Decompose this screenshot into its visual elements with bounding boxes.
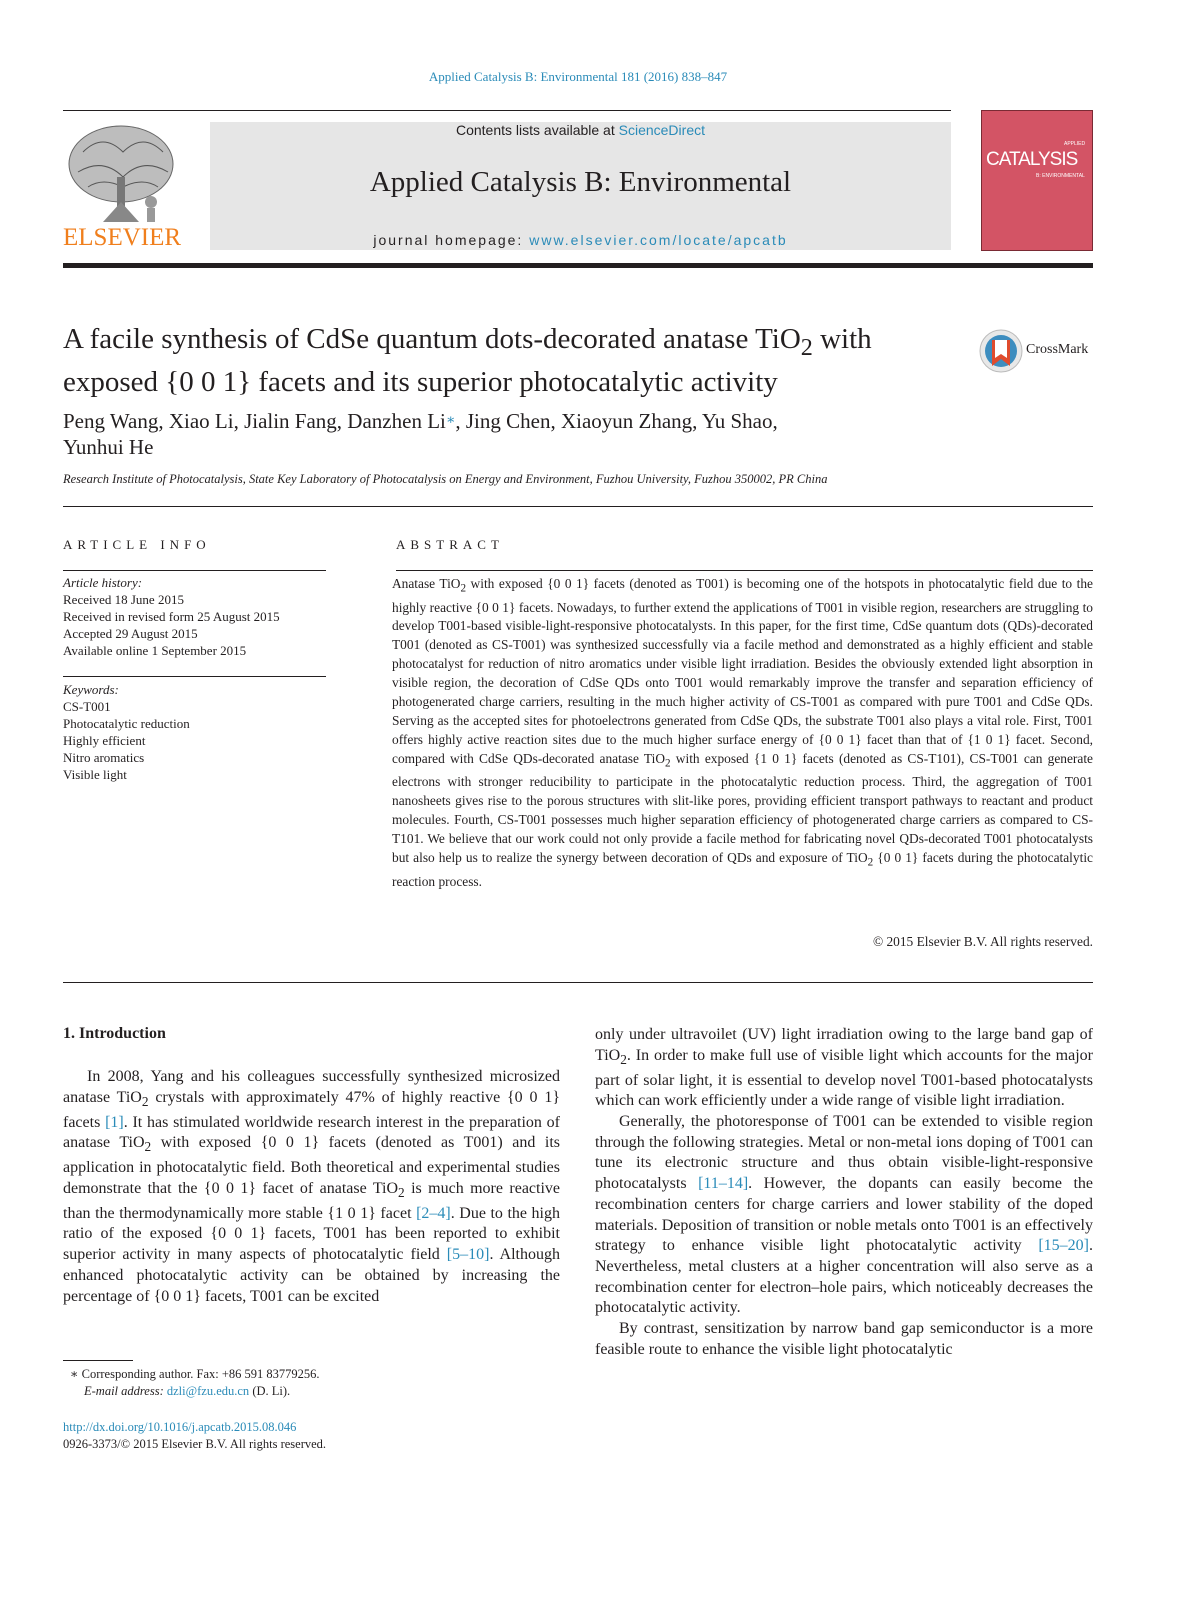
contents-prefix: Contents lists available at [455, 122, 619, 138]
title-line-2: exposed {0 0 1} facets and its superior photocatalytic activity [63, 365, 778, 398]
elsevier-logo [63, 122, 183, 252]
abstract-subscript: 2 [460, 582, 467, 595]
text-run: . Although enhanced photocatalytic activity can be obtained by increasing the percentage of {0 0 1} facets, T001 can be excited [63, 1246, 561, 1305]
reference-link[interactable]: [11–14] [698, 1175, 749, 1193]
keywords-rule [63, 676, 326, 677]
cover-title: CATALYSIS [986, 149, 1078, 170]
journal-citation: Applied Catalysis B: Environmental 181 (2016) 838–847 [428, 69, 728, 84]
keyword: CS-T001 [63, 699, 111, 714]
cover-subtitle: B: ENVIRONMENTAL [1036, 173, 1085, 179]
homepage-prefix: journal homepage: [373, 232, 530, 248]
reference-link[interactable]: [2–4] [416, 1204, 451, 1222]
doi-link[interactable]: http://dx.doi.org/10.1016/j.apcatb.2015.08.046 [63, 1420, 297, 1434]
text-run: only under ultravoilet (UV) light irradiation owing to the large band gap of TiO [595, 1026, 1093, 1064]
title-part: A facile synthesis of CdSe quantum dots-decorated anatase TiO [63, 323, 801, 355]
article-info-heading: ARTICLE INFO [63, 537, 211, 552]
homepage-line [210, 232, 951, 248]
corresponding-author-marker[interactable]: ∗ [445, 413, 456, 428]
keywords-label: Keywords: [63, 682, 119, 697]
article-history [63, 574, 333, 659]
text-run: crystals with approximately 47% of highly reactive {0 0 1} facets [63, 1088, 561, 1131]
section-rule [63, 506, 1093, 507]
reference-link[interactable]: [5–10] [446, 1246, 490, 1264]
doi-block [63, 1419, 563, 1453]
footnote-rule [63, 1360, 133, 1361]
keyword: Highly efficient [63, 733, 146, 748]
abstract-subscript: 2 [867, 856, 874, 869]
email-label: E-mail address: [84, 1384, 167, 1398]
elsevier-wordmark: ELSEVIER [63, 224, 182, 251]
sciencedirect-link[interactable]: ScienceDirect [618, 122, 705, 138]
elsevier-tree-icon [63, 122, 183, 227]
header-rule [63, 110, 951, 111]
history-item: Received in revised form 25 August 2015 [63, 609, 280, 624]
header-thick-rule [63, 263, 1093, 268]
subscript: 2 [398, 1185, 405, 1201]
article-info-rule [63, 570, 326, 571]
abstract-part: {0 0 1} facets during the photocatalytic reaction process. [392, 850, 1093, 889]
author-list [63, 408, 943, 460]
crossmark-icon [978, 328, 1024, 374]
abstract-rule [396, 570, 1093, 571]
reference-link[interactable]: [1] [105, 1113, 124, 1131]
subscript: 2 [620, 1051, 627, 1067]
keyword: Visible light [63, 767, 127, 782]
affiliation: Research Institute of Photocatalysis, State Key Laboratory of Photocatalysis on Energy and Environment, Fuzhou University, Fuzhou 350002, PR China [63, 472, 828, 486]
text-run: . In order to make full use of visible light which accounts for the major part of solar light, it is essential to develop novel T001-based photocatalysts which can work efficiently under a wide range of visible light irradiation. [595, 1046, 1093, 1110]
email-suffix: (D. Li). [249, 1384, 291, 1398]
text-run: with exposed {0 0 1} facets (denoted as T001) and its application in photocatalytic field. Both theoretical and experimental studies demonstrate that the {0 0 1} facet of anatase TiO [63, 1134, 561, 1197]
text-run: is much more reactive than the thermodynamically more stable {1 0 1} facet [63, 1179, 561, 1222]
email-line [70, 1383, 570, 1400]
abstract-copyright: © 2015 Elsevier B.V. All rights reserved. [872, 934, 1093, 949]
authors-line-2: Yunhui He [63, 435, 154, 459]
text-run: By contrast, sensitization by narrow band gap semiconductor is a more feasible route to enhance the visible light photocatalytic [595, 1320, 1093, 1358]
paragraph [595, 1112, 1093, 1319]
history-item: Accepted 29 August 2015 [63, 626, 198, 641]
contents-line [210, 122, 951, 138]
authors-part: Peng Wang, Xiao Li, Jialin Fang, Danzhen Li [63, 409, 446, 433]
keywords-block [63, 681, 333, 783]
text-run: . Nevertheless, metal clusters at a higher concentration will also serve as a recombination center for electron–hole pairs, which noticeably decreases the photocatalytic activity. [595, 1237, 1093, 1317]
body-column-left [63, 1067, 560, 1307]
abstract-part: with exposed {1 0 1} facets (denoted as CS-T101), CS-T001 can generate electrons with stronger reducibility to participate in the photocatalytic reduction process. Third, the aggregation of T001 nanosheets gives rise to the porous structures with slit-like pores, providing efficient transport pathways to reactant and product molecules. Fourth, CS-T001 possesses much higher separation efficiency of photogenerated charge carriers as compared to CS-T101. We believe that our work could not only provide a facile method for fabricating novel QDs-decorated T001 photocatalysts but also help us to realize the synergy between decoration of QDs and exposure of TiO [392, 750, 1093, 866]
text-run: In 2008, Yang and his colleagues successfully synthesized microsized anatase TiO [63, 1068, 560, 1106]
journal-banner [210, 122, 951, 250]
crossmark-label: CrossMark [1026, 342, 1089, 357]
text-run: . However, the dopants can easily become the recombination centers for charge carriers and lower stability of the doped materials. Deposition of transition or noble metals onto T001 is an effectively strategy to enhance visible light photocatalytic activity [595, 1175, 1093, 1255]
subscript: 2 [141, 1093, 149, 1109]
abstract-heading: ABSTRACT [396, 537, 504, 552]
authors-part: , Jing Chen, Xiaoyun Zhang, Yu Shao, [455, 409, 778, 433]
article-title [63, 322, 963, 400]
abstract-text [392, 575, 1093, 892]
title-part: with [812, 323, 872, 355]
paragraph [63, 1067, 560, 1307]
email-link[interactable]: dzli@fzu.edu.cn [166, 1384, 250, 1398]
text-run: Generally, the photoresponse of T001 can be extended to visible region through the following strategies. Metal or non-metal ions doping of T001 can tune its electronic structure and thus obtain visible-light-responsive photocatalysts [595, 1113, 1093, 1193]
paragraph [595, 1025, 1093, 1112]
history-label: Article history: [63, 575, 143, 590]
abstract-part: with exposed {0 0 1} facets (denoted as T001) is becoming one of the hotspots in photocatalytic field due to the highly reactive {0 0 1} facets. Nowadays, to further extend the applications of T001 in visible region, researchers are struggling to develop T001-based visible-light-responsive photocatalysts. In this paper, for the first time, CdSe quantum dots (QDs)-decorated T001 (denoted as CS-T001) was synthesized successfully via a facile method and demonstrated as a highly efficient and stable photocatalyst for reduction of nitro aromatics under visible light irradiation. Besides the obviously extended light absorption in visible region, the decoration of CdSe QDs onto T001 would remarkably improve the transfer and separation efficiency of photogenerated charge carriers, resulting in the much higher activity of CS-T001 as compared with pure T001 and CdSe QDs. Serving as the accepted sites for photoelectrons generated from CdSe QDs, the substrate T001 also plays a vital role. First, T001 offers highly active reaction sites due to the much higher surface energy of {0 0 1} facet than that of {1 0 1} facet. Second, compared with CdSe QDs-decorated anatase TiO [392, 576, 1093, 766]
text-run: . Due to the high ratio of the exposed {0 0 1} facets, T001 has been reported to exhibit superior activity in many aspects of photocatalytic field [63, 1204, 560, 1264]
body-column-right [595, 1025, 1093, 1360]
journal-cover [981, 110, 1093, 251]
corresponding-footnote [70, 1366, 570, 1400]
journal-title: Applied Catalysis B: Environmental [369, 166, 792, 198]
reference-link[interactable]: [15–20] [1038, 1237, 1089, 1255]
corresponding-author-note: ∗ Corresponding author. Fax: +86 591 83779256. [70, 1367, 320, 1381]
history-item: Received 18 June 2015 [63, 592, 184, 607]
cover-top-text: APPLIED [1064, 141, 1086, 147]
journal-homepage-link[interactable]: www.elsevier.com/locate/apcatb [529, 232, 788, 248]
keyword: Photocatalytic reduction [63, 716, 190, 731]
abstract-subscript: 2 [665, 757, 671, 770]
paragraph [595, 1319, 1093, 1360]
keyword: Nitro aromatics [63, 750, 145, 765]
body-rule [63, 982, 1093, 983]
history-item: Available online 1 September 2015 [63, 643, 247, 658]
text-run: . It has stimulated worldwide research interest in the preparation of anatase TiO [63, 1113, 560, 1152]
issn-line: 0926-3373/© 2015 Elsevier B.V. All rights reserved. [63, 1437, 327, 1451]
abstract-part: Anatase TiO [392, 576, 461, 591]
introduction-heading: 1. Introduction [63, 1025, 166, 1042]
title-subscript: 2 [800, 333, 813, 361]
crossmark-badge[interactable] [978, 328, 1098, 374]
subscript: 2 [144, 1139, 152, 1155]
